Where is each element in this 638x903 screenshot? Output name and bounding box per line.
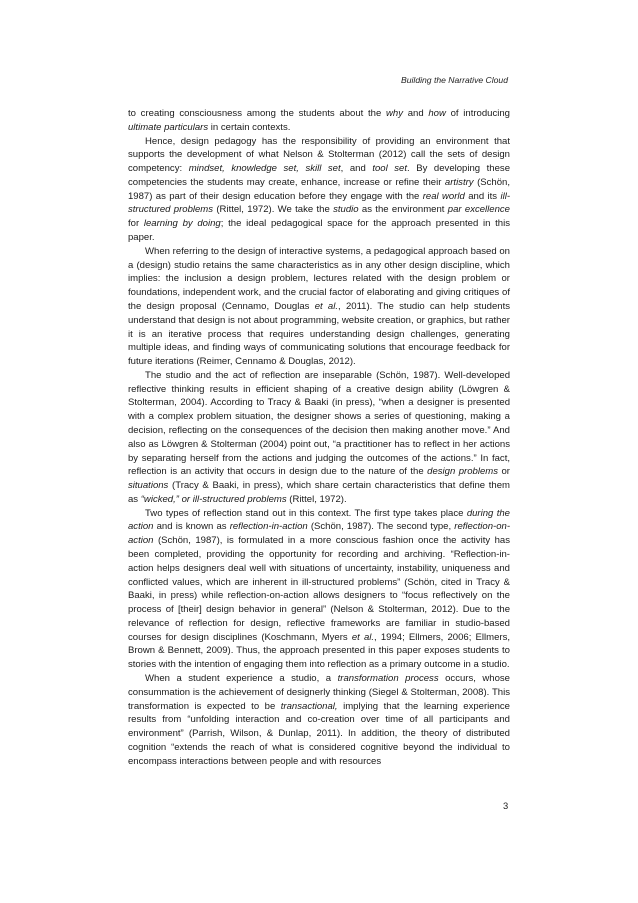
text-run: implying that the learning experience results from “unfolding interaction and co-creation over time of all participants and environment” (Parrish, Wilson, & Dunlap, 2011). In addition, the theory of distributed cognition “extends the reach of what is considered cognitive beyond the individual to encompass interactions between people and with resources (128, 700, 510, 767)
emphasis-text: reflection-in-action (229, 521, 308, 533)
text-run: (Tracy & Baaki, in press), which share certain characteristics that define them as (128, 480, 510, 505)
text-run: When a student experience a studio, a (145, 673, 338, 685)
emphasis-text: ill-structured problems (128, 190, 510, 216)
emphasis-text: ultimate particulars (128, 121, 209, 133)
emphasis-text: tool set (372, 163, 408, 175)
paragraph (128, 507, 510, 672)
text-run: (Rittel, 1972). (286, 493, 347, 505)
paragraph (128, 107, 510, 135)
text-run: When referring to the design of interactive systems, a pedagogical approach based on a (design) studio retains the same characteristics as in any other design discipline, which implies: the inclusion a design problem, lectures related with the design problem or foundations, independent work, and the crucial factor of elaborating and giving critiques of the design proposal (Cennamo, Douglas (128, 245, 510, 312)
text-run: (Rittel, 1972). We take the (213, 204, 334, 216)
text-run: (Schön, 1987), is formulated in a more conscious fashion once the activity has been completed, providing the opportunity for recording and archiving. “Reflection-in-action helps designers deal well with situations of uncertainty, instability, uniqueness and conflicted values, which are inherent in ill-structured problems” (Schön, cited in Tracy & Baaki, in press) while reflection-on-action allows designers to “focus reflectively on the process of [their] design behavior in general” (Nelson & Stolterman, 2012). Due to the relevance of reflection for design, reflective frameworks are familiar in studio-based courses for design disciplines (Koschmann, Myers (128, 535, 510, 643)
body-text (128, 107, 510, 769)
emphasis-text: design problems (427, 466, 499, 478)
text-run: (Schön, 1987) as part of their design education before they engage with the (128, 176, 510, 202)
text-run: . By developing these competencies the students may create, enhance, increase or refine their (128, 163, 511, 188)
text-run: The studio and the act of reflection are inseparable (Schön, 1987). Well-developed reflective thinking results in efficient shaping of a creative design ability (Löwgren & Stolterman, 2004). According to Tracy & Baaki (in press), “when a designer is presented with a complex problem situation, the designer shows a series of questioning, making a decision, reflecting on the consequences of the decision then making another move.” And also as Löwgren & Stolterman (2004) point out, “a practitioner has to reflect in her actions by separating herself from the actions and judging the outcomes of the actions.” In fact, reflection is an activity that occurs in design due to the nature of the (128, 369, 510, 478)
text-run: , 1994; Ellmers, 2006; Ellmers, Brown & Bennett, 2009). Thus, the approach presented in this paper exposes students to stories with the intention of engaging them into reflection as a primary outcome in a studio. (128, 631, 510, 671)
text-run: and is known as (153, 521, 230, 533)
text-run: (Schön, 1987). The second type, (307, 521, 455, 533)
page-number: 3 (503, 800, 509, 811)
emphasis-text: why (386, 108, 403, 119)
text-run: , and (340, 163, 373, 175)
paragraph (128, 135, 510, 245)
running-header: Building the Narrative Cloud (400, 75, 508, 85)
emphasis-text: situations (128, 480, 169, 492)
text-run: as the environment (358, 204, 448, 216)
text-run: Hence, design pedagogy has the responsibility of providing an environment that supports the development of what Nelson & Stolterman (2012) call the sets of design competency: (128, 135, 510, 175)
emphasis-text: par excellence (447, 204, 510, 216)
text-run: of introducing (445, 108, 510, 119)
text-run: occurs, whose consummation is the achievement of designerly thinking (Siegel & Stolterman, 2008). This transformation is expected to be (128, 673, 510, 712)
paragraph (128, 369, 510, 507)
emphasis-text: real world (422, 190, 465, 202)
emphasis-text: reflection-on-action (128, 521, 510, 547)
paragraph (128, 245, 510, 369)
paragraph (128, 672, 510, 768)
emphasis-text: learning by doing (143, 218, 221, 230)
emphasis-text: transformation process (337, 673, 439, 685)
text-run: , 2011). The studio can help students understand that design is not about programming, website creation, or graphics, but rather it is an iterative process that requires understanding design challenges, generating multiple ideas, and finding ways of communicating solutions that encourage feedback for future iterations (Reimer, Cennamo & Douglas, 2012). (128, 300, 510, 368)
text-run: in certain contexts. (208, 121, 291, 133)
text-run: ; the ideal pedagogical space for the approach presented in this paper. (128, 218, 511, 244)
emphasis-text: studio (333, 204, 359, 216)
text-run: and (403, 108, 429, 119)
emphasis-text: artistry (444, 176, 474, 188)
emphasis-text: during the action (128, 507, 510, 533)
text-run: Two types of reflection stand out in this context. The first type takes place (145, 507, 467, 519)
emphasis-text: how (428, 108, 446, 119)
text-run: to creating consciousness among the students about the (128, 108, 387, 119)
emphasis-text: transactional, (280, 700, 338, 712)
emphasis-text: et al. (351, 631, 375, 643)
text-run: or (498, 466, 510, 478)
text-run: and its (464, 190, 501, 202)
emphasis-text: et al. (314, 300, 339, 312)
emphasis-text: “wicked,” or ill-structured problems (140, 493, 287, 505)
text-run: for (128, 218, 144, 230)
emphasis-text: mindset, knowledge set, skill set (188, 163, 341, 175)
